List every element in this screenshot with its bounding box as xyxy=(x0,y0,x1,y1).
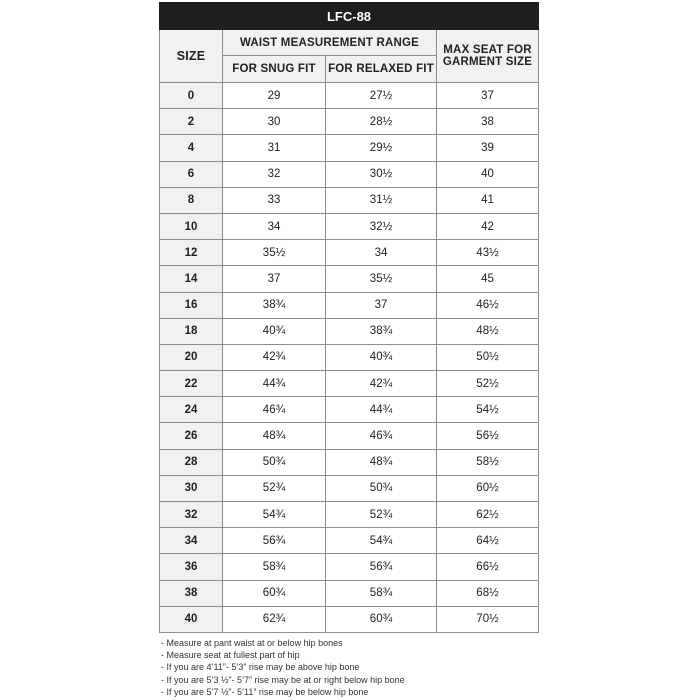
max-seat-cell: 70½ xyxy=(437,606,539,632)
relaxed-fit-cell: 52¾ xyxy=(326,502,437,528)
relaxed-fit-cell: 60¾ xyxy=(326,606,437,632)
table-row xyxy=(160,502,539,528)
table-row xyxy=(160,266,539,292)
relaxed-fit-cell: 48¾ xyxy=(326,449,437,475)
max-seat-header-line1: MAX SEAT FOR xyxy=(443,44,532,56)
note-line: - If you are 5’3 ½”- 5’7” rise may be at or right below hip bone xyxy=(161,674,405,685)
relaxed-fit-cell: 50¾ xyxy=(326,475,437,501)
max-seat-cell: 58½ xyxy=(437,449,539,475)
size-cell: 32 xyxy=(160,502,223,528)
snug-fit-cell: 42¾ xyxy=(223,344,326,370)
snug-fit-cell: 48¾ xyxy=(223,423,326,449)
chart-title: LFC-88 xyxy=(160,3,539,30)
fit-notes xyxy=(161,637,405,698)
relaxed-fit-cell: 58¾ xyxy=(326,580,437,606)
size-cell: 28 xyxy=(160,449,223,475)
size-cell: 0 xyxy=(160,83,223,109)
relaxed-fit-cell: 40¾ xyxy=(326,344,437,370)
relaxed-fit-cell: 30½ xyxy=(326,161,437,187)
table-row xyxy=(160,606,539,632)
table-row xyxy=(160,449,539,475)
snug-fit-cell: 54¾ xyxy=(223,502,326,528)
size-cell: 16 xyxy=(160,292,223,318)
max-seat-cell: 54½ xyxy=(437,397,539,423)
max-seat-header-line2: GARMENT SIZE xyxy=(442,56,533,68)
relaxed-fit-header: FOR RELAXED FIT xyxy=(326,56,437,83)
size-column-header: SIZE xyxy=(160,30,223,83)
relaxed-fit-cell: 38¾ xyxy=(326,318,437,344)
relaxed-fit-cell: 32½ xyxy=(326,213,437,239)
table-row xyxy=(160,371,539,397)
snug-fit-cell: 37 xyxy=(223,266,326,292)
max-seat-cell: 45 xyxy=(437,266,539,292)
table-row xyxy=(160,161,539,187)
max-seat-cell: 56½ xyxy=(437,423,539,449)
table-row xyxy=(160,318,539,344)
snug-fit-cell: 38¾ xyxy=(223,292,326,318)
snug-fit-cell: 33 xyxy=(223,187,326,213)
relaxed-fit-cell: 37 xyxy=(326,292,437,318)
table-row xyxy=(160,135,539,161)
snug-fit-cell: 60¾ xyxy=(223,580,326,606)
max-seat-cell: 68½ xyxy=(437,580,539,606)
table-row xyxy=(160,83,539,109)
table-row xyxy=(160,475,539,501)
snug-fit-cell: 35½ xyxy=(223,240,326,266)
snug-fit-cell: 52¾ xyxy=(223,475,326,501)
size-cell: 14 xyxy=(160,266,223,292)
snug-fit-cell: 29 xyxy=(223,83,326,109)
relaxed-fit-cell: 29½ xyxy=(326,135,437,161)
relaxed-fit-cell: 54¾ xyxy=(326,528,437,554)
max-seat-cell: 41 xyxy=(437,187,539,213)
note-line: - Measure at pant waist at or below hip bones xyxy=(161,638,343,648)
relaxed-fit-cell: 44¾ xyxy=(326,397,437,423)
table-row xyxy=(160,554,539,580)
size-cell: 38 xyxy=(160,580,223,606)
table-row xyxy=(160,240,539,266)
max-seat-cell: 42 xyxy=(437,213,539,239)
snug-fit-cell: 34 xyxy=(223,213,326,239)
max-seat-cell: 62½ xyxy=(437,502,539,528)
size-cell: 26 xyxy=(160,423,223,449)
size-cell: 34 xyxy=(160,528,223,554)
max-seat-cell: 37 xyxy=(437,83,539,109)
max-seat-cell: 40 xyxy=(437,161,539,187)
snug-fit-cell: 58¾ xyxy=(223,554,326,580)
note-line: - If you are 5’7 ½”- 5’11” rise may be below hip bone xyxy=(161,686,369,697)
size-chart xyxy=(159,2,538,633)
size-cell: 8 xyxy=(160,187,223,213)
size-cell: 24 xyxy=(160,397,223,423)
table-row xyxy=(160,528,539,554)
relaxed-fit-cell: 46¾ xyxy=(326,423,437,449)
max-seat-cell: 39 xyxy=(437,135,539,161)
size-cell: 10 xyxy=(160,213,223,239)
max-seat-cell: 38 xyxy=(437,109,539,135)
snug-fit-cell: 31 xyxy=(223,135,326,161)
snug-fit-cell: 46¾ xyxy=(223,397,326,423)
max-seat-cell: 64½ xyxy=(437,528,539,554)
table-row xyxy=(160,423,539,449)
relaxed-fit-cell: 42¾ xyxy=(326,371,437,397)
size-cell: 36 xyxy=(160,554,223,580)
max-seat-cell: 46½ xyxy=(437,292,539,318)
size-cell: 30 xyxy=(160,475,223,501)
table-row xyxy=(160,580,539,606)
snug-fit-cell: 62¾ xyxy=(223,606,326,632)
relaxed-fit-cell: 34 xyxy=(326,240,437,266)
size-cell: 2 xyxy=(160,109,223,135)
note-line: - If you are 4’11”- 5’3” rise may be above hip bone xyxy=(161,662,360,673)
size-cell: 18 xyxy=(160,318,223,344)
relaxed-fit-cell: 31½ xyxy=(326,187,437,213)
table-row xyxy=(160,292,539,318)
size-cell: 6 xyxy=(160,161,223,187)
table-row xyxy=(160,213,539,239)
relaxed-fit-cell: 35½ xyxy=(326,266,437,292)
table-row xyxy=(160,344,539,370)
relaxed-fit-cell: 56¾ xyxy=(326,554,437,580)
snug-fit-cell: 56¾ xyxy=(223,528,326,554)
max-seat-cell: 48½ xyxy=(437,318,539,344)
max-seat-cell: 66½ xyxy=(437,554,539,580)
max-seat-cell: 52½ xyxy=(437,371,539,397)
size-cell: 22 xyxy=(160,371,223,397)
size-cell: 20 xyxy=(160,344,223,370)
waist-range-header: WAIST MEASUREMENT RANGE xyxy=(223,30,437,56)
size-rows xyxy=(160,83,539,633)
max-seat-cell: 60½ xyxy=(437,475,539,501)
max-seat-header xyxy=(437,30,539,83)
snug-fit-cell: 44¾ xyxy=(223,371,326,397)
size-cell: 4 xyxy=(160,135,223,161)
relaxed-fit-cell: 27½ xyxy=(326,83,437,109)
relaxed-fit-cell: 28½ xyxy=(326,109,437,135)
snug-fit-cell: 32 xyxy=(223,161,326,187)
size-chart-table xyxy=(159,2,539,633)
max-seat-cell: 43½ xyxy=(437,240,539,266)
snug-fit-cell: 40¾ xyxy=(223,318,326,344)
note-line: - Measure seat at fullest part of hip xyxy=(161,650,300,661)
snug-fit-cell: 30 xyxy=(223,109,326,135)
table-row xyxy=(160,397,539,423)
snug-fit-cell: 50¾ xyxy=(223,449,326,475)
snug-fit-header: FOR SNUG FIT xyxy=(223,56,326,83)
max-seat-cell: 50½ xyxy=(437,344,539,370)
table-row xyxy=(160,187,539,213)
size-cell: 40 xyxy=(160,606,223,632)
size-cell: 12 xyxy=(160,240,223,266)
table-row xyxy=(160,109,539,135)
